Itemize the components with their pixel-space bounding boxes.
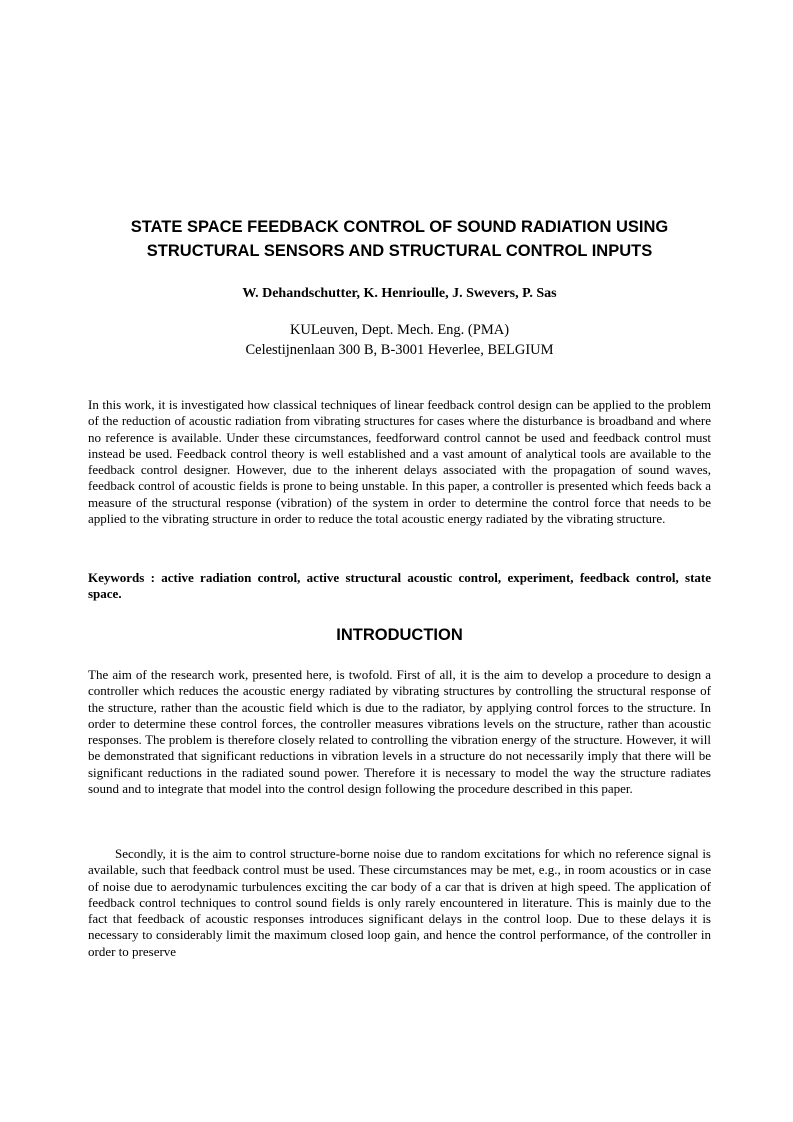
affiliation: [88, 320, 711, 360]
title-line-1: STATE SPACE FEEDBACK CONTROL OF SOUND RADIATION USING: [130, 218, 669, 236]
section-heading-introduction: INTRODUCTION: [336, 626, 463, 644]
author-list: W. Dehandschutter, K. Henrioulle, J. Swevers, P. Sas: [242, 286, 557, 301]
abstract: In this work, it is investigated how classical techniques of linear feedback control design can be applied to the problem of the reduction of acoustic radiation from vibrating structures for cases where the disturbance is broadband and where no reference is available. Under these circumstances, feedforward control cannot be used and feedback control must instead be used. Feedback control theory is well established and a vast amount of analytical tools are available to the feedback control designer. However, due to the inherent delays associated with the propagation of sound waves, feedback control of acoustic fields is prone to being unstable. In this paper, a controller is presented which feeds back a measure of the structural response (vibration) of the system in order to determine the control force that needs to be applied to the vibrating structure in order to reduce the total acoustic energy radiated by the vibrating structure.: [88, 397, 711, 527]
intro-paragraph-1: The aim of the research work, presented here, is twofold. First of all, it is the aim to develop a procedure to design a controller which reduces the acoustic energy radiated by vibrating structures by controlling the structural response of the structure, rather than the acoustic field which is due to the radiator, by applying control forces to the structure. In order to determine these control forces, the controller measures vibrations levels on the structure, rather than acoustic responses. The problem is therefore closely related to controlling the vibration energy of the structure. However, it will be demonstrated that significant reductions in vibration levels in a structure do not necessarily imply that there will be significant reductions in the radiated sound power. Therefore it is necessary to model the way the structure radiates sound and to integrate that model into the control design following the procedure described in this paper.: [88, 667, 711, 797]
intro-paragraph-2: Secondly, it is the aim to control structure-borne noise due to random excitations for which no reference signal is available, such that feedback control must be used. These circumstances may be met, e.g., in room acoustics or in case of noise due to aerodynamic turbulences exciting the car body of a car that is driven at high speed. The application of feedback control techniques to control sound fields is only rarely encountered in literature. This is mainly due to the fact that feedback of acoustic responses introduces significant delays in the control loop. Due to these delays it is necessary to considerably limit the maximum closed loop gain, and hence the control performance, of the controller in order to preserve: [88, 846, 711, 959]
affiliation-line-2: Celestijnenlaan 300 B, B-3001 Heverlee, BELGIUM: [245, 342, 554, 358]
affiliation-line-1: KULeuven, Dept. Mech. Eng. (PMA): [289, 322, 510, 338]
keywords: Keywords : active radiation control, active structural acoustic control, experiment, feedback control, state space.: [88, 570, 711, 602]
title-line-2: STRUCTURAL SENSORS AND STRUCTURAL CONTROL INPUTS: [146, 242, 653, 260]
paper-title: [88, 215, 711, 263]
